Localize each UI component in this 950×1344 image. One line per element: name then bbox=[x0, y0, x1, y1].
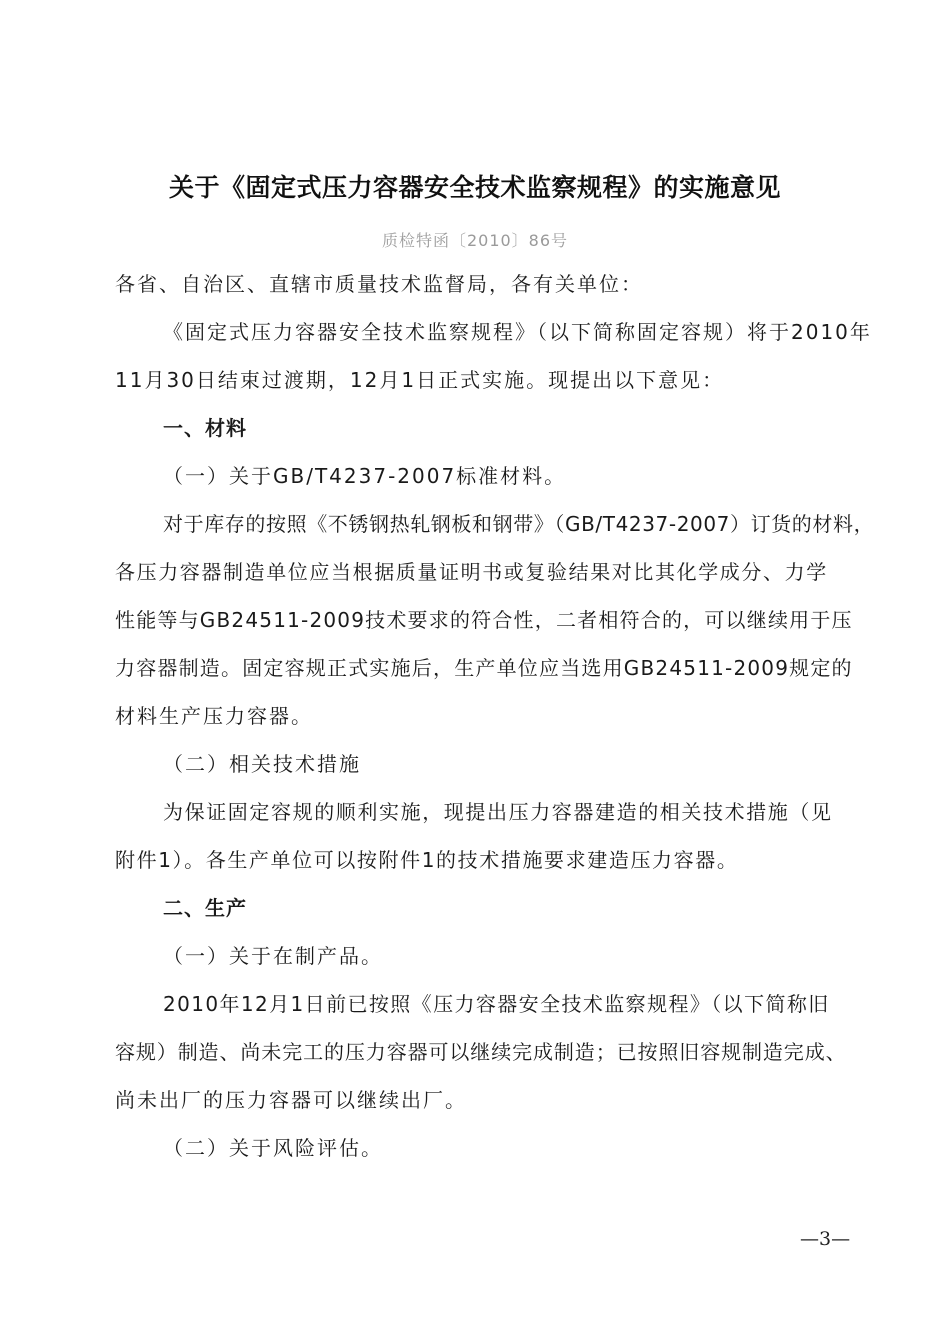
paragraph-line: 对于库存的按照《不锈钢热轧钢板和钢带》（GB/T4237-2007）订货的材料， bbox=[163, 512, 875, 536]
subsection-heading: （一）关于GB/T4237-2007标准材料。 bbox=[163, 464, 567, 488]
paragraph-line: 附件1）。各生产单位可以按附件1的技术措施要求建造压力容器。 bbox=[115, 848, 739, 872]
salutation: 各省、自治区、直辖市质量技术监督局，各有关单位： bbox=[115, 272, 643, 296]
page-number: —3— bbox=[800, 1228, 851, 1250]
paragraph-line: 性能等与GB24511-2009技术要求的符合性，二者相符合的，可以继续用于压 bbox=[115, 608, 853, 632]
paragraph-line: 尚未出厂的压力容器可以继续出厂。 bbox=[115, 1088, 467, 1112]
paragraph-line: 为保证固定容规的顺利实施，现提出压力容器建造的相关技术措施（见 bbox=[163, 800, 833, 824]
document-number: 质检特函〔2010〕86号 bbox=[381, 231, 569, 250]
subsection-heading: （二）关于风险评估。 bbox=[163, 1136, 383, 1160]
section-heading: 二、生产 bbox=[163, 896, 247, 920]
paragraph-line: 2010年12月1日前已按照《压力容器安全技术监察规程》（以下简称旧 bbox=[163, 992, 830, 1016]
paragraph-line: 容规）制造、尚未完工的压力容器可以继续完成制造；已按照旧容规制造完成、 bbox=[115, 1040, 847, 1064]
subsection-heading: （一）关于在制产品。 bbox=[163, 944, 383, 968]
paragraph-line: 各压力容器制造单位应当根据质量证明书或复验结果对比其化学成分、力学 bbox=[115, 560, 828, 584]
subsection-heading: （二）相关技术措施 bbox=[163, 752, 361, 776]
document-title: 关于《固定式压力容器安全技术监察规程》的实施意见 bbox=[168, 173, 781, 202]
paragraph-line: 《固定式压力容器安全技术监察规程》（以下简称固定容规）将于2010年 bbox=[163, 320, 872, 344]
paragraph-line: 材料生产压力容器。 bbox=[115, 704, 313, 728]
paragraph-line: 力容器制造。固定容规正式实施后，生产单位应当选用GB24511-2009规定的 bbox=[115, 656, 853, 680]
paragraph-line: 11月30日结束过渡期，12月1日正式实施。现提出以下意见： bbox=[115, 368, 725, 392]
section-heading: 一、材料 bbox=[163, 416, 247, 440]
